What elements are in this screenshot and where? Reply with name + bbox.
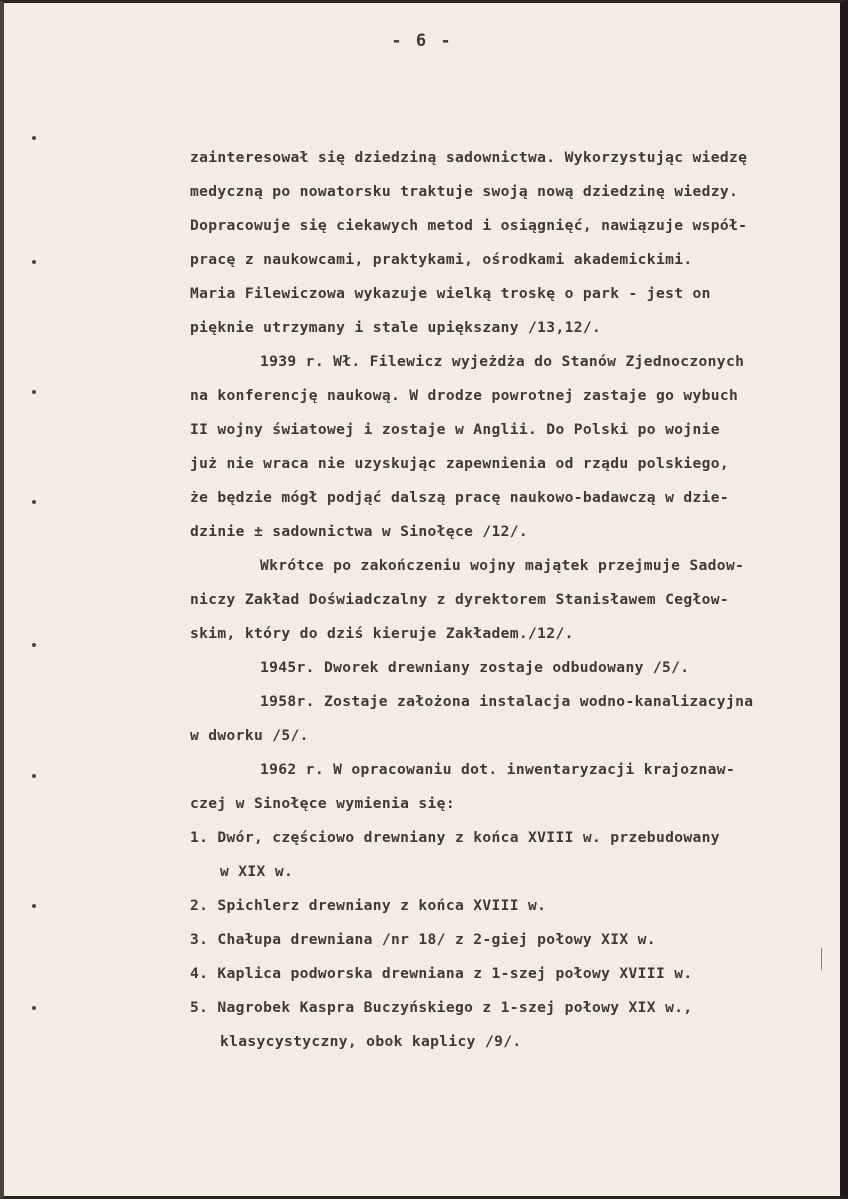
body-line: na konferencję naukową. W drodze powrotnej zastaje go wybuch [190,387,739,404]
body-line: już nie wraca nie uzyskując zapewnienia od rządu polskiego, [190,455,730,472]
body-line: Maria Filewiczowa wykazuje wielką troskę o park - jest on [190,285,711,302]
punch-hole-mark [32,390,36,394]
list-item-continuation: klasycystyczny, obok kaplicy /9/. [220,1033,522,1050]
punch-hole-mark [32,136,36,140]
body-line: pięknie utrzymany i stale upiększany /13,12/. [190,319,602,336]
body-line: medyczną po nowatorsku traktuje swoją nową dziedzinę wiedzy. [190,183,739,200]
body-line: skim, który do dziś kieruje Zakładem./12/. [190,625,574,642]
body-line: 1962 r. W opracowaniu dot. inwentaryzacji krajoznaw- [260,761,736,778]
body-line: Wkrótce po zakończeniu wojny majątek przejmuje Sadow- [260,557,745,574]
punch-hole-mark [32,1006,36,1010]
body-line: czej w Sinołęce wymienia się: [190,795,455,812]
body-line: II wojny światowej i zostaje w Anglii. Do Polski po wojnie [190,421,720,438]
body-line: zainteresował się dziedziną sadownictwa. Wykorzystując wiedzę [190,149,748,166]
list-item-line: 2. Spichlerz drewniany z końca XVIII w. [190,897,547,914]
page-number: - 6 - [391,31,453,51]
punch-hole-mark [32,260,36,264]
body-line: pracę z naukowcami, praktykami, ośrodkami akademickimi. [190,251,693,268]
body-line: że będzie mógł podjąć dalszą pracę naukowo-badawczą w dzie- [190,489,730,506]
body-line: 1958r. Zostaje założona instalacja wodno-kanalizacyjna [260,693,754,710]
body-line: dzinie ± sadownictwa w Sinołęce /12/. [190,523,529,540]
list-item-continuation: w XIX w. [220,863,294,880]
body-line: 1945r. Dworek drewniany zostaje odbudowany /5/. [260,659,690,676]
margin-pencil-mark [821,948,822,970]
body-line: Dopracowuje się ciekawych metod i osiągnięć, nawiązuje współ- [190,217,748,234]
punch-hole-mark [32,904,36,908]
body-line: 1939 r. Wł. Filewicz wyjeżdża do Stanów Zjednoczonych [260,353,745,370]
list-item-line: 4. Kaplica podworska drewniana z 1-szej połowy XVIII w. [190,965,693,982]
body-line: w dworku /5/. [190,727,309,744]
punch-hole-mark [32,774,36,778]
list-item-line: 1. Dwór, częściowo drewniany z końca XVIII w. przebudowany [190,829,720,846]
punch-hole-mark [32,643,36,647]
punch-hole-mark [32,500,36,504]
list-item-line: 3. Chałupa drewniana /nr 18/ z 2-giej połowy XIX w. [190,931,656,948]
list-item-line: 5. Nagrobek Kaspra Buczyńskiego z 1-szej połowy XIX w., [190,999,693,1016]
body-line: niczy Zakład Doświadczalny z dyrektorem Stanisławem Cegłow- [190,591,730,608]
